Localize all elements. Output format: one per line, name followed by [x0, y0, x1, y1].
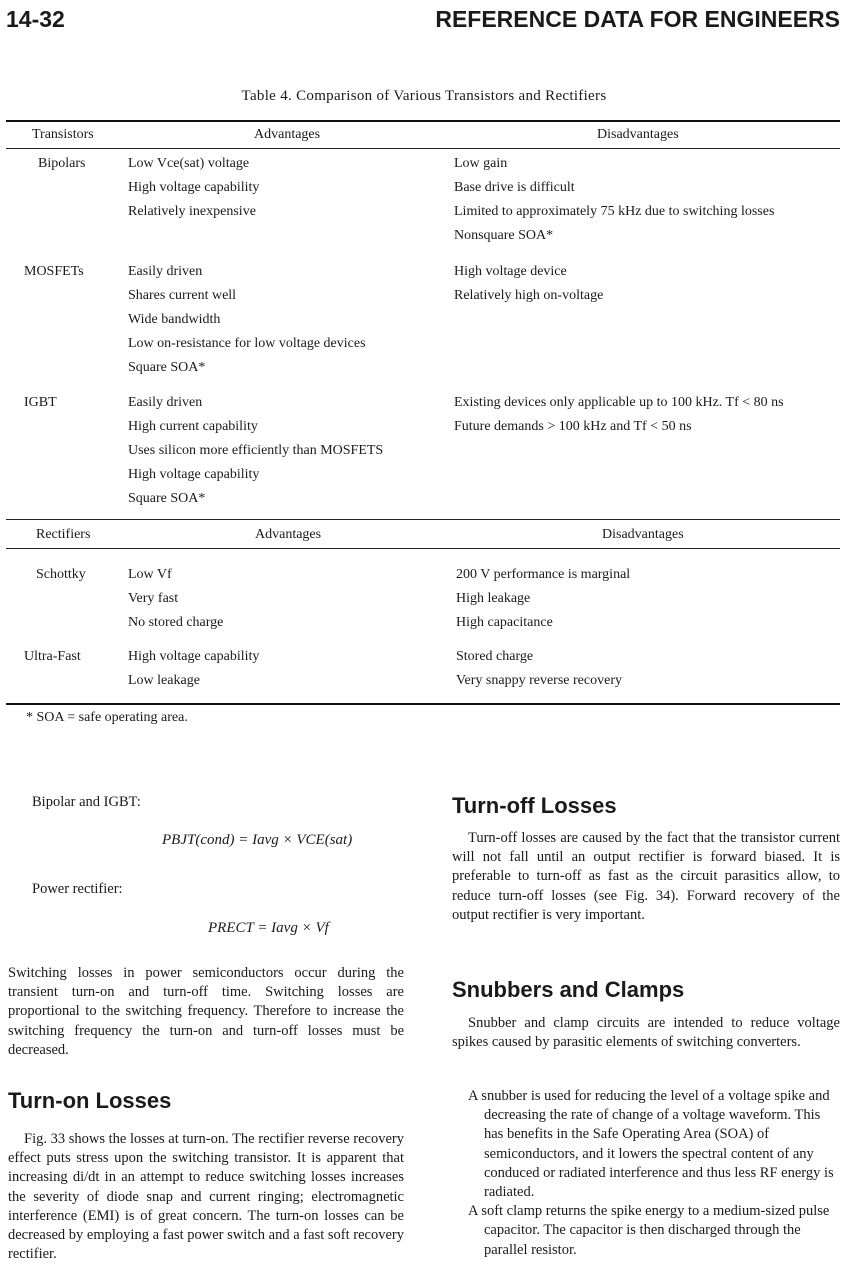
turn-on-paragraph: Fig. 33 shows the losses at turn-on. The rectifier reverse recovery effect puts stress upon the switching transistor. It is apparent that increasing di/dt in an attempt to reduce switching losses increases the severity of diode snap and current ringing; electromagnetic interference (EMI) is of great concern. The turn-on losses can be decreased by employing a fast power switch and a fast soft recovery rectifier.: [8, 1131, 404, 1263]
list-item: High leakage: [456, 591, 531, 606]
list-item: Low leakage: [128, 673, 200, 688]
disadvantages-list: [456, 563, 630, 635]
running-title: REFERENCE DATA FOR ENGINEERS: [435, 6, 840, 32]
advantages-list: [128, 152, 259, 224]
list-item: Very snappy reverse recovery: [456, 673, 622, 688]
list-item: Shares current well: [128, 288, 237, 303]
advantages-list: [128, 391, 383, 511]
list-item: A soft clamp returns the spike energy to a medium-sized pulse capacitor. The capacitor is then discharged through the parallel resistor.: [468, 1203, 830, 1258]
table-bottom-rule: [6, 703, 840, 705]
rectifier-label: Power rectifier:: [32, 881, 123, 897]
snubber-bullet-list: [468, 1087, 834, 1260]
col-head-disadvantages: Disadvantages: [597, 127, 679, 142]
advantages-list: [128, 563, 223, 635]
heading-turn-on: Turn-on Losses: [8, 1088, 172, 1113]
disadvantages-list: [454, 152, 774, 248]
header-rule: [6, 148, 840, 149]
col-head-advantages: Advantages: [254, 127, 321, 142]
disadvantages-list: [454, 260, 603, 308]
list-item: Easily driven: [128, 395, 203, 410]
list-item: 200 V performance is marginal: [456, 567, 631, 582]
list-item: Square SOA*: [128, 360, 206, 375]
list-item: Base drive is difficult: [454, 180, 575, 195]
col-head-disadvantages: Disadvantages: [602, 527, 684, 542]
list-item: High capacitance: [456, 615, 553, 630]
list-item: Low Vf: [128, 567, 172, 582]
switching-paragraph: Switching losses in power semiconductors occur during the transient turn-on and turn-off time. Switching losses are proportional to the switching frequency. Therefore to increase the switching frequency the turn-on and turn-off losses must be decreased.: [8, 965, 404, 1058]
list-item: Stored charge: [456, 649, 534, 664]
list-item: High voltage device: [454, 264, 567, 279]
list-item: Very fast: [128, 591, 179, 606]
list-item: Low gain: [454, 156, 508, 171]
disadvantages-list: [454, 391, 784, 439]
table-top-rule: [6, 120, 840, 122]
list-item: Low Vce(sat) voltage: [128, 156, 250, 171]
list-item: High voltage capability: [128, 649, 260, 664]
list-item: Square SOA*: [128, 491, 206, 506]
list-item: Relatively high on-voltage: [454, 288, 604, 303]
equation-bjt-conduction: PBJT(cond) = Iavg × VCE(sat): [162, 832, 353, 848]
header-rule-2: [6, 548, 840, 549]
list-item: Relatively inexpensive: [128, 204, 256, 219]
list-item: High current capability: [128, 419, 258, 434]
list-item: Easily driven: [128, 264, 203, 279]
row-name: MOSFETs: [24, 264, 84, 279]
col-head-transistors: Transistors: [32, 127, 94, 142]
list-item: Nonsquare SOA*: [454, 228, 554, 243]
advantages-list: [128, 260, 366, 380]
list-item: Wide bandwidth: [128, 312, 221, 327]
list-item: High voltage capability: [128, 180, 260, 195]
list-item: Existing devices only applicable up to 100 kHz. Tf < 80 ns: [454, 395, 784, 410]
list-item: Uses silicon more efficiently than MOSFETS: [128, 443, 384, 458]
list-item: High voltage capability: [128, 467, 260, 482]
advantages-list: [128, 645, 259, 693]
page-header: [6, 6, 840, 36]
heading-snubbers: Snubbers and Clamps: [452, 977, 685, 1002]
table-footnote: * SOA = safe operating area.: [26, 710, 188, 725]
row-name: Ultra-Fast: [24, 649, 81, 664]
section-rule: [6, 519, 840, 520]
list-item: Limited to approximately 75 kHz due to switching losses: [454, 204, 775, 219]
row-name: Bipolars: [38, 156, 86, 171]
turn-off-paragraph: Turn-off losses are caused by the fact that the transistor current will not fall until an output rectifier is forward biased. It is preferable to turn-off as fast as the circuit parasitics allow, to reduce turn-off losses (see Fig. 34). Forward recovery of the output rectifier is very important.: [452, 830, 840, 923]
equation-rectifier: PRECT = Iavg × Vf: [208, 920, 329, 936]
snubbers-paragraph: Snubber and clamp circuits are intended to reduce voltage spikes caused by parasitic elements of switching converters.: [452, 1015, 840, 1051]
list-item: No stored charge: [128, 615, 224, 630]
list-item: A snubber is used for reducing the level of a voltage spike and decreasing the rate of change of a voltage waveform. This has benefits in the Safe Operating Area (SOA) of semiconductors, and it lowers the spectral content of any conduced or radiated interference and thus less RF energy is radiated.: [468, 1088, 834, 1201]
bipolar-label: Bipolar and IGBT:: [32, 794, 141, 810]
col-head-rectifiers: Rectifiers: [36, 527, 91, 542]
table-caption: Table 4. Comparison of Various Transistors and Rectifiers: [241, 88, 607, 104]
list-item: Low on-resistance for low voltage devices: [128, 336, 366, 351]
heading-turn-off: Turn-off Losses: [452, 793, 617, 818]
row-name: Schottky: [36, 567, 86, 582]
col-head-advantages: Advantages: [255, 527, 322, 542]
list-item: Future demands > 100 kHz and Tf < 50 ns: [454, 419, 692, 434]
disadvantages-list: [456, 645, 622, 693]
row-name: IGBT: [24, 395, 57, 410]
page-number: 14-32: [6, 6, 65, 32]
